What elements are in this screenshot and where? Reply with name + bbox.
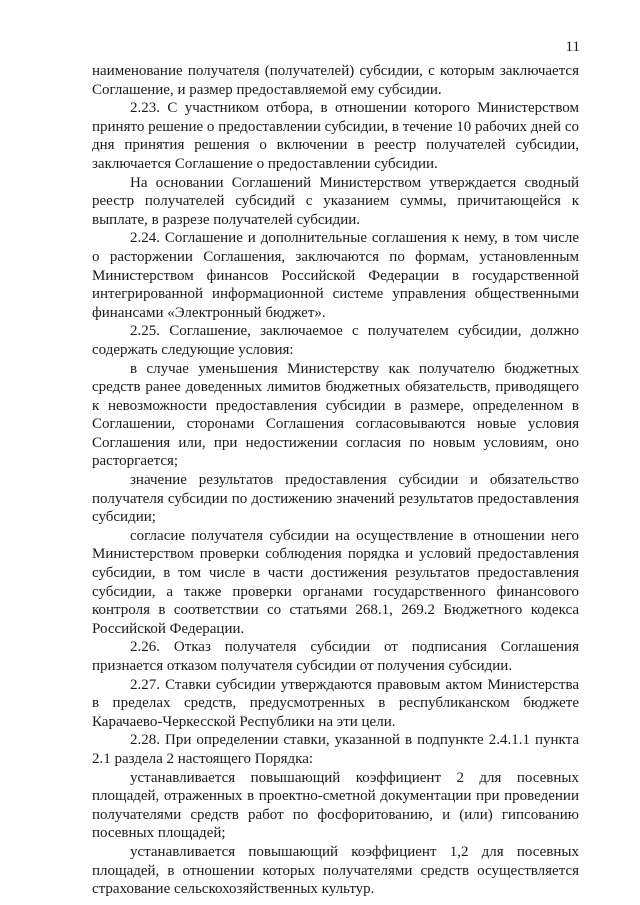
paragraph-svodny-reestr: На основании Соглашений Министерством утверждается сводный реестр получателей субсидий с указанием суммы, причитающейся к выплате, в разрезе получателей субсидии. [92, 174, 579, 228]
document-body [92, 62, 579, 899]
paragraph-condition-2: значение результатов предоставления субсидии и обязательство получателя субсидии по достижению значений результатов предоставления субсидии; [92, 472, 579, 526]
paragraph-2-27: 2.27. Ставки субсидии утверждаются правовым актом Министерства в пределах средств, предусмотренных в республиканском бюджете Карачаево-Черкесской Республики на эти цели. [92, 676, 579, 730]
paragraph-continuation: наименование получателя (получателей) субсидии, с которым заключается Соглашение, и размер предоставляемой ему субсидии. [92, 63, 579, 98]
paragraph-2-28: 2.28. При определении ставки, указанной в подпункте 2.4.1.1 пункта 2.1 раздела 2 настоящего Порядка: [92, 732, 579, 767]
paragraph-coefficient-2: устанавливается повышающий коэффициент 2 для посевных площадей, отраженных в проектно-сметной документации при проведении получателями средств работ по фосфоритованию, и (или) гипсованию посевных площадей; [92, 769, 579, 842]
page-number: 11 [565, 39, 580, 55]
paragraph-condition-1: в случае уменьшения Министерству как получателю бюджетных средств ранее доведенных лимитов бюджетных обязательств, приводящего к невозможности предоставления субсидии в размере, определенном в Соглашении, сторонами Соглашения согласовываются новые условия Соглашения или, при недостижении согласия по новым условиям, оно расторгается; [92, 360, 579, 470]
paragraph-2-24: 2.24. Соглашение и дополнительные соглашения к нему, в том числе о расторжении Соглашения, заключаются по формам, установленным Министерством финансов Российской Федерации в государственной интегрированной информационной системе управления общественными финансами «Электронный бюджет». [92, 230, 579, 321]
paragraph-2-26: 2.26. Отказ получателя субсидии от подписания Соглашения признается отказом получателя субсидии от получения субсидии. [92, 639, 579, 674]
paragraph-2-25: 2.25. Соглашение, заключаемое с получателем субсидии, должно содержать следующие условия: [92, 323, 579, 358]
paragraph-2-23: 2.23. С участником отбора, в отношении которого Министерством принято решение о предоставлении субсидии, в течение 10 рабочих дней со дня принятия решения о включении в реестр получателей субсидии, заключается Соглашение о предоставлении субсидии. [92, 100, 579, 172]
paragraph-condition-3: согласие получателя субсидии на осуществление в отношении него Министерством проверки соблюдения порядка и условий предоставления субсидии, в том числе в части достижения результатов предоставления субсидии, а также проверки органами государственного финансового контроля в соответствии со статьями 268.1, 269.2 Бюджетного кодекса Российской Федерации. [92, 527, 579, 637]
paragraph-coefficient-1-2: устанавливается повышающий коэффициент 1,2 для посевных площадей, в отношении которых получателями средств осуществляется страхование сельскохозяйственных культур. [92, 843, 579, 898]
